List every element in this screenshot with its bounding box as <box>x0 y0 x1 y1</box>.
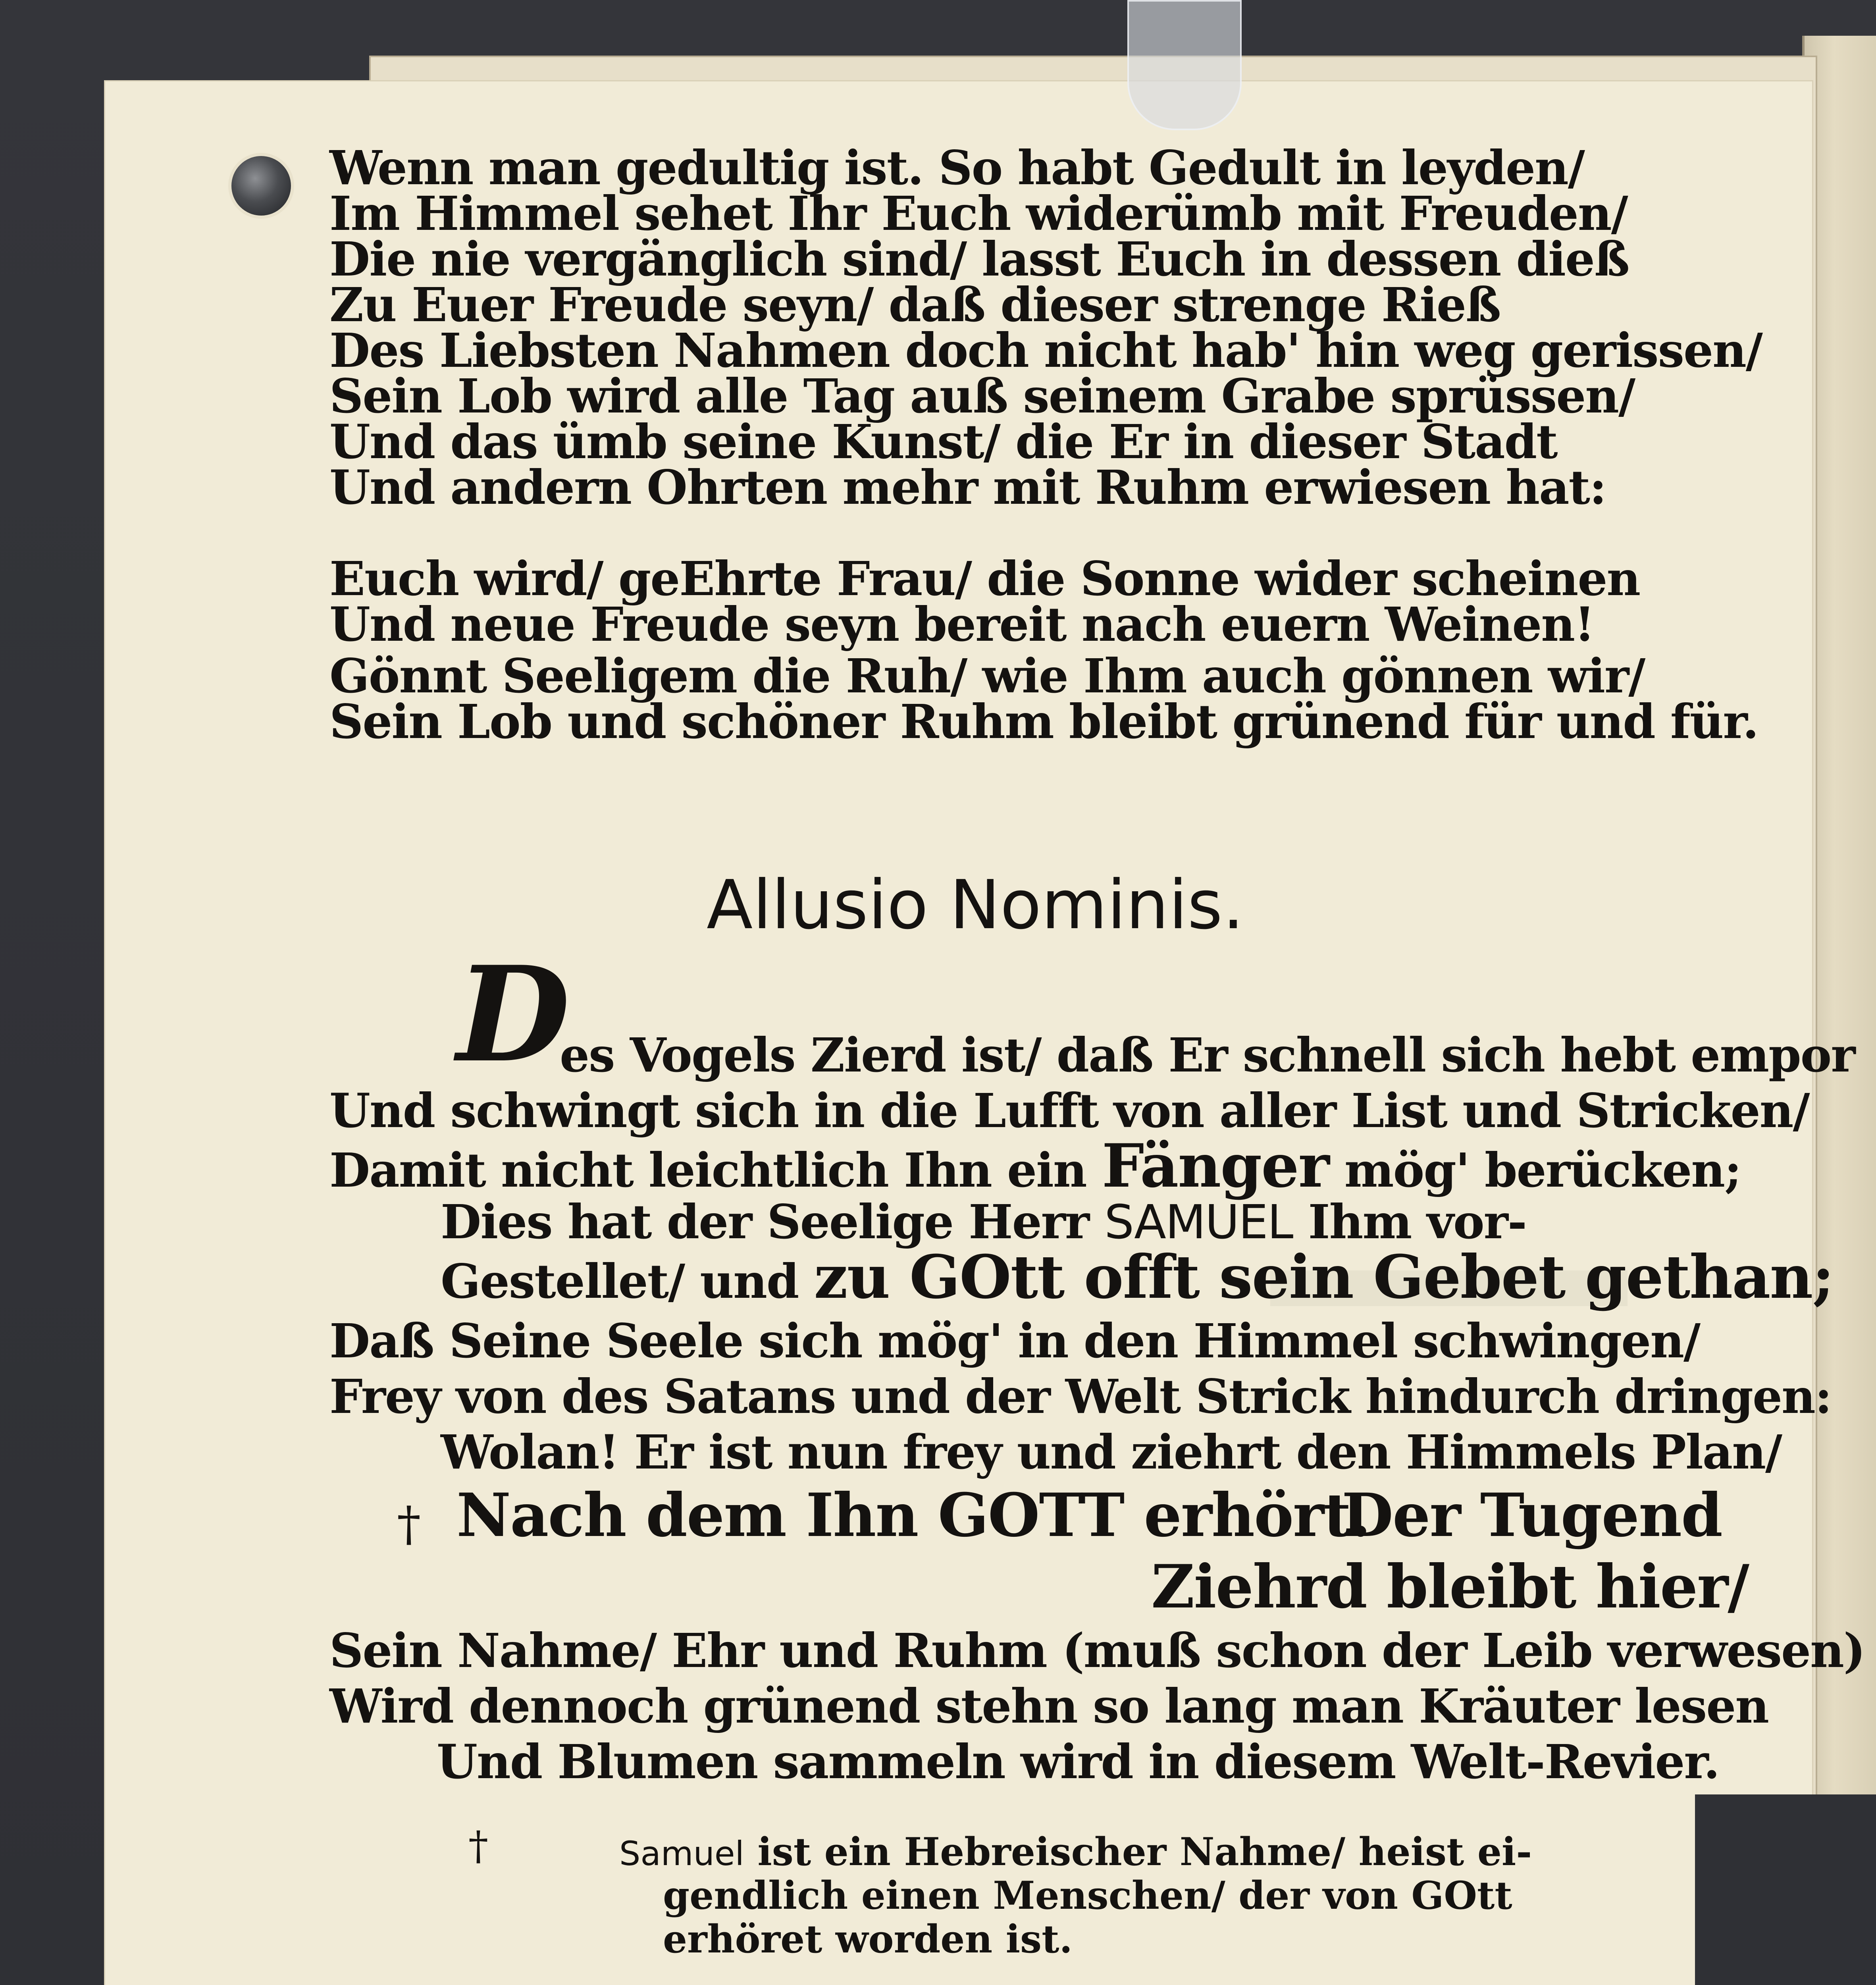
allusio-text: mög' berücken; <box>1329 1143 1741 1198</box>
allusio-line: Der Tugend <box>1342 1480 1722 1550</box>
allusio-text: Dies hat der Seelige Herr <box>441 1194 1105 1249</box>
drop-cap: D <box>456 937 570 1091</box>
dagger-mark: † <box>397 1497 421 1552</box>
allusio-line: Und Blumen sammeln wird in diesem Welt-Revier. <box>437 1734 1719 1789</box>
allusio-text: Gestellet/ und <box>441 1254 814 1309</box>
allusio-line: Und schwingt sich in die Lufft von aller List und Stricken/ <box>329 1083 1809 1138</box>
allusio-text: Damit nicht leichtlich Ihn ein <box>329 1143 1102 1198</box>
allusio-line <box>329 1131 1741 1201</box>
poem-line: Des Liebsten Nahmen doch nicht hab' hin weg gerissen/ <box>329 323 1762 378</box>
poem-line: Gönnt Seeligem die Ruh/ wie Ihm auch gönnen wir/ <box>329 648 1645 703</box>
allusio-line <box>441 1242 1834 1312</box>
allusio-line: Wird dennoch grünend stehn so lang man Kräuter lesen <box>329 1679 1769 1734</box>
poem-line: Zu Euer Freude seyn/ daß dieser strenge Rieß <box>329 277 1500 332</box>
allusio-emphasis: zu GOtt offt sein Gebet gethan; <box>814 1242 1834 1312</box>
poem-line: Und das ümb seine Kunst/ die Er in dieser Stadt <box>329 414 1557 469</box>
allusio-line: Sein Nahme/ Ehr und Ruhm (muß schon der Leib verwesen) <box>329 1623 1865 1678</box>
allusio-line: es Vogels Zierd ist/ daß Er schnell sich hebt empor <box>560 1027 1855 1083</box>
footnote-name: Samuel <box>619 1834 744 1873</box>
allusio-line: Daß Seine Seele sich mög' in den Himmel schwingen/ <box>329 1313 1700 1368</box>
footnote-line: gendlich einen Menschen/ der von GOtt <box>663 1873 1512 1918</box>
poem-line: Sein Lob und schöner Ruhm bleibt grünend für und für. <box>329 694 1758 749</box>
allusio-line <box>441 1194 1526 1249</box>
allusio-line: Ziehrd bleibt hier/ <box>1151 1552 1749 1622</box>
allusio-emphasis: Fänger <box>1102 1131 1329 1201</box>
pin-icon <box>228 153 294 219</box>
sheet-edge-shadow <box>1695 1794 1876 1985</box>
dagger-mark: † <box>468 1823 488 1869</box>
allusio-line: Frey von des Satans und der Welt Strick hindurch dringen: <box>329 1369 1832 1424</box>
poem-line: Sein Lob wird alle Tag auß seinem Grabe sprüssen/ <box>329 368 1635 424</box>
poem-line: Euch wird/ geEhrte Frau/ die Sonne wider scheinen <box>329 551 1640 606</box>
poem-line: Und andern Ohrten mehr mit Ruhm erwiesen hat: <box>329 460 1606 515</box>
footnote-line: erhöret worden ist. <box>663 1917 1073 1962</box>
poem-line: Im Himmel sehet Ihr Euch widerümb mit Freuden/ <box>329 186 1628 241</box>
footnote-text: ist ein Hebreischer Nahme/ heist ei- <box>744 1829 1532 1874</box>
plastic-clip-top <box>1127 0 1242 130</box>
allusio-text: Ihm vor- <box>1292 1194 1526 1249</box>
section-title: Allusio Nominis. <box>707 866 1244 944</box>
footnote-line <box>619 1830 1532 1875</box>
poem-line: Und neue Freude seyn bereit nach euern Weinen! <box>329 597 1594 652</box>
allusio-line: Wolan! Er ist nun frey und ziehrt den Himmels Plan/ <box>441 1424 1782 1480</box>
allusio-line: Nach dem Ihn GOTT erhört. <box>456 1480 1370 1550</box>
poem-line: Die nie vergänglich sind/ lasst Euch in dessen dieß <box>329 231 1629 287</box>
poem-line: Wenn man gedultig ist. So habt Gedult in leyden/ <box>329 140 1584 195</box>
allusio-name: SAMUEL <box>1104 1195 1293 1249</box>
